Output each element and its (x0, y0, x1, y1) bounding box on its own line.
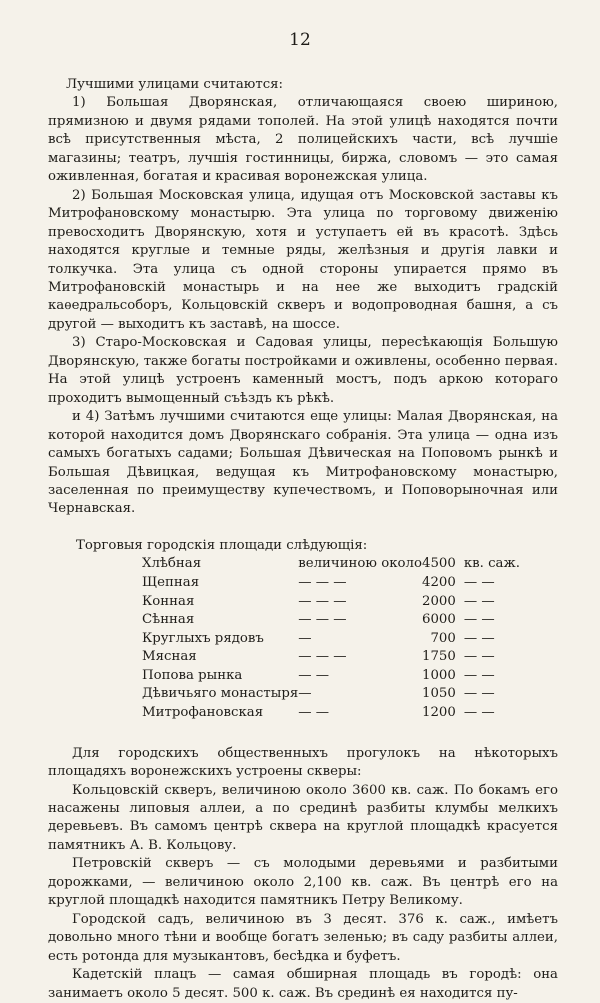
market-unit: — — (463, 686, 495, 702)
market-name: Дѣвичьяго монастыря (142, 686, 299, 702)
market-unit: — — (463, 667, 495, 683)
market-unit: — — (463, 705, 495, 721)
market-area: 700 (430, 630, 456, 646)
square-paragraph-cadet: Кадетскiй плацъ — самая обширная площадь въ городѣ: она занимаетъ около 5 десят. 500 к. саж. Въ срединѣ ея находится пу- (48, 967, 558, 1001)
market-area: 1050 (422, 686, 456, 702)
market-dash: — — — (298, 593, 347, 609)
market-unit: — — (463, 593, 495, 609)
market-area: 4200 (422, 574, 456, 590)
square-paragraph-petrovsky: Петровскiй скверъ — съ молодыми деревьями и разбитыми дорожками, — величиною около 2,100 кв. саж. Въ центрѣ его на круглой площадкѣ находится памятникъ Петру Великому. (48, 856, 558, 909)
market-dash: — — (298, 705, 330, 721)
market-row (142, 574, 548, 593)
square-paragraph-koltsov: Кольцовскiй скверъ, величиною около 3600 кв. саж. По бокамъ его насажены липовыя аллеи, а по срединѣ разбиты клумбы мелкихъ деревьевъ. Въ самомъ центрѣ сквера на круглой площадкѣ красуется памятникъ А. В. Кольцову. (48, 782, 558, 853)
market-dash: — — — (298, 649, 347, 665)
market-name: Митрофановская (142, 705, 264, 721)
market-row (142, 648, 548, 667)
market-dash: — (298, 630, 312, 646)
street-paragraph-2: 2) Большая Московская улица, идущая отъ Московской заставы къ Митрофановскому монастырю. Эта улица по торговому движенiю превосходитъ Дворянскую, хотя и уступаетъ ей въ красотѣ. Здѣсь находятся круглые и темные ряды, желѣзныя и другiя лавки и толкучка. Эта улица съ одной стороны упирается прямо въ Митрофановскiй монастырь и на нее же выходитъ градскiй каѳедральсоборъ, Кольцовскiй скверъ и водопроводная башня, а съ другой — выходитъ къ заставѣ, на шоссе. (48, 187, 558, 332)
streets-intro: Лучшими улицами считаются: (66, 77, 284, 92)
market-unit: — — (463, 574, 495, 590)
market-area: 2000 (422, 593, 456, 609)
market-dash: — (298, 686, 312, 702)
market-name: Мясная (142, 649, 197, 665)
market-unit: — — (463, 612, 495, 628)
street-paragraph-1: 1) Большая Дворянская, отличающаяся своею шириною, прямизною и двумя рядами тополей. На этой улицѣ находятся почти всѣ присутственныя мѣста, 2 полицейскихъ части, всѣ лучшiе магазины; театръ, лучшiя гостинницы, биржа, словомъ — это самая оживленная, богатая и красивая воронежская улица. (48, 95, 558, 185)
markets-table (142, 555, 548, 722)
market-row (142, 667, 548, 686)
street-paragraph-3: 3) Старо-Московская и Садовая улицы, пересѣкающiя Большую Дворянскую, также богаты постройками и оживлены, особенно первая. На этой улицѣ устроенъ каменный мостъ, подъ аркою котораго проходитъ вымощенный съѣздъ къ рѣкѣ. (48, 335, 558, 406)
market-name: Сѣнная (142, 612, 195, 628)
market-area: 4500 (422, 556, 456, 572)
page-number: 12 (289, 30, 311, 50)
markets-heading: Торговыя городскiя площади слѣдующiя: (76, 537, 368, 553)
market-row (142, 555, 548, 574)
market-dash: — — — (298, 574, 347, 590)
market-name: Конная (142, 593, 195, 609)
market-name: Щепная (142, 574, 200, 590)
street-paragraph-4: и 4) Затѣмъ лучшими считаются еще улицы: Малая Дворянская, на которой находится домъ Дворянскаго собранiя. Эта улица — одна изъ самыхъ богатыхъ садами; Большая Дѣвическая на Поповомъ рынкѣ и Большая Дѣвицкая, ведущая къ Митрофановскому монастырю, заселенная по преимуществу купечествомъ, и Поповорыночная или Чернавская. (48, 409, 558, 517)
market-unit: — — (463, 630, 495, 646)
market-row (142, 593, 548, 612)
market-name: Хлѣбная (142, 556, 202, 572)
market-row (142, 685, 548, 704)
market-dash: — — — (298, 612, 347, 628)
market-name: Попова рынка (142, 667, 243, 683)
market-dash: — — (298, 667, 330, 683)
market-name: Круглыхъ рядовъ (142, 630, 264, 646)
market-area: 6000 (422, 612, 456, 628)
market-area: 1750 (422, 649, 456, 665)
page-body (48, 76, 558, 1003)
market-row (142, 704, 548, 723)
market-unit: — — (463, 649, 495, 665)
market-size-label: величиною около (298, 556, 422, 572)
market-row (142, 630, 548, 649)
square-paragraph-city-garden: Городской садъ, величиною въ 3 десят. 376 к. саж., имѣетъ довольно много тѣни и вообще богатъ зеленью; въ саду разбиты аллеи, есть ротонда для музыкантовъ, бесѣдка и буфетъ. (48, 911, 558, 964)
squares-intro: Для городскихъ общественныхъ прогулокъ на нѣкоторыхъ площадяхъ воронежскихъ устроены скверы: (48, 745, 558, 780)
market-row (142, 611, 548, 630)
market-unit: кв. саж. (463, 556, 520, 572)
market-area: 1000 (422, 667, 456, 683)
market-area: 1200 (422, 705, 456, 721)
section-gap (48, 723, 558, 745)
